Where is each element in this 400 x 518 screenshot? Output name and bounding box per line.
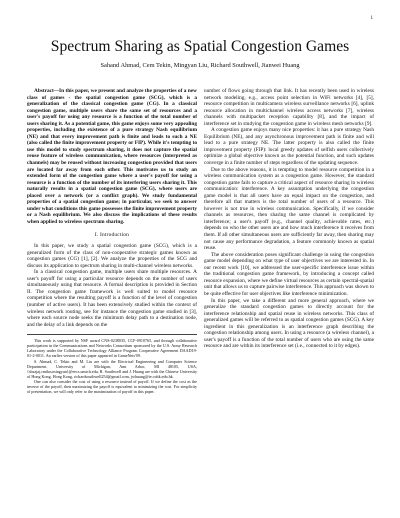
- body-paragraph: In a classical congestion game, multiple users share multiple resources. A user's payoff for using a particular resource depends on the number of users simultaneously using that resource. A formal description is provided in Section II. The congestion game framework is well suited to model resource competition where the resulting payoff is a function of the level of congestion (number of active users). It has been extensively studied within the context of wireless network routing, see for instance the congestion game studied in [3], where each source node seeks the minimum delay path to a destination node, and the delay of a link depends on the: [27, 269, 197, 328]
- body-paragraph: Due to the above reasons, it is tempting to model resource competition in a wireless communication system as a congestion game. However, the standard congestion game fails to capture a critical aspect of resource sharing in wireless communication: interference. A key assumption underlying the congestion game model is that all users have an equal impact on the congestion, and therefore all that matters is the total number of users of a resource. This however is not true in wireless communication. Specifically, if we consider channels as resources, then sharing the same channel is complicated by interference; a user's payoff (e.g., channel quality, achievable rates, etc.) depends on who the other users are and how much interference it receives from them. If all other simultaneous users are sufficiently far away, then sharing may not cause any performance degradation, a feature commonly known as spatial reuse.: [204, 166, 374, 252]
- body-paragraph: In this paper, we take a different and more general approach, where we generalize the standard congestion games to directly account for the interference relationship and spatial reuse in wireless networks. This class of generalized games will be referred to as spatial congestion games (SCG). A key ingredient in this generalization is an interference graph describing the congestion relationship among users. In using a resource (a wireless channel), a user's payoff is a function of the total number of users who are using the same resource and are within its interference set (i.e., connected to it by edges).: [204, 297, 374, 350]
- footnote: S. Ahmad, C. Tekin and M. Liu are with the Electrical Engineering and Computer Science Department, University of Michigan, Ann Arbor, MI 48105, USA, {shsajaj,cmtkn,mingyan}@eecs.umich.edu, R. Southwell and J. Huang are with the Chinese University of Hong Kong, Hong Kong, richardsouthwell254@gmail.com, jwhuang@ie.cuhk.edu.hk.: [27, 358, 197, 379]
- footnotes: [27, 334, 197, 394]
- body-paragraph: number of flows going through that link. It has recently been used in wireless network modeling, e.g., access point selection in WiFi networks [4], [5], resource competition in multicamera wireless surveillance networks [6], uplink resource allocation in multichannel wireless access networks [7], wireless channels with multipacket reception capability [8], and the impact of interference set in studying the congestion game in wireless mesh networks [9].: [204, 88, 374, 127]
- page-number: 1: [370, 16, 373, 21]
- footnote: One can also consider the cost of using a resource instead of payoff. If we define the cost as the inverse of the payoff, then maximizing the payoff is equivalent to minimizing the cost. For simplicity of presentation, we will only refer to the maximization of payoff in this paper.: [27, 378, 197, 395]
- body-paragraph: The above consideration poses significant challenge in using the congestion game model depending on what type of user objectives we are interested in. In our recent work [10], we addressed the user-specific interference issue within the traditional congestion game framework, by introducing a concept called resource expansion, where we define virtual resources as certain spectral-spatial unit that allows us to capture pairwise interference. This approach was shown to be quite effective for user objectives like interference minimization.: [204, 251, 374, 297]
- abstract: Abstract—In this paper, we present and analyze the properties of a new class of games - the spatial congestion game (SCG), which is a generalization of the classical congestion game (CG). In a classical congestion game, multiple users share the same set of resources and a user's payoff for using any resource is a function of the total number of users sharing it. As a potential game, this game enjoys some very appealing properties, including the existence of a pure strategy Nash equilibrium (NE) and that every improvement path is finite and leads to such a NE (also called the finite improvement property or FIP). While it's tempting to use this model to study spectrum sharing, it does not capture the spatial reuse feature of wireless communication, where resources (interpreted as channels) may be reused without increasing congestion provided that users are located far away from each other. This motivates us to study an extended form of the congestion game where a user's payoff for using a resource is a function of the number of its interfering users sharing it. This naturally results in a spatial congestion game (SCG), where users are placed over a network (or a conflict graph). We study fundamental properties of a spatial congestion game; in particular, we seek to answer under what conditions this game possesses the finite improvement property or a Nash equilibrium. We also discuss the implications of these results when applied to wireless spectrum sharing.: [27, 88, 197, 225]
- author-list: Sahand Ahmad, Cem Tekin, Mingyan Liu, Richard Southwell, Jianwei Huang: [100, 62, 300, 69]
- paper-title: Spectrum Sharing as Spatial Congestion Games: [50, 38, 350, 55]
- right-column: [204, 88, 374, 350]
- body-paragraph: A congestion game enjoys many nice properties: it has a pure strategy Nash Equilibrium (NE), and any asynchronous improvement path is finite and will lead to a pure strategy NE. The latter property is also called the finite improvement property (FIP): local greedy updates of selfish users collectively optimize a global objective known as the potential function, and such updates converge in a finite number of steps regardless of the updating sequence.: [204, 127, 374, 167]
- body-paragraph: In this paper, we study a spatial congestion game (SCG), which is a generalized form of the class of non-cooperative strategic games known as congestion games (CG) [1], [2]. We analyze the properties of the SCG and discuss its application to spectrum sharing in multi-channel wireless networks.: [27, 243, 197, 269]
- section-heading: I. Introduction: [94, 232, 130, 239]
- footnote: This work is supported by NSF award CNS-0238035, CCF-0910765, and through collaborative participation in the Communications and Networks Consortium sponsored by the U.S. Army Research Laboratory under the Collaborative Technology Alliance Program Cooperative Agreement DAAD19-01-2-0011. An earlier version of this paper appeared in GameNets'09.: [27, 338, 197, 359]
- left-column: [27, 88, 197, 394]
